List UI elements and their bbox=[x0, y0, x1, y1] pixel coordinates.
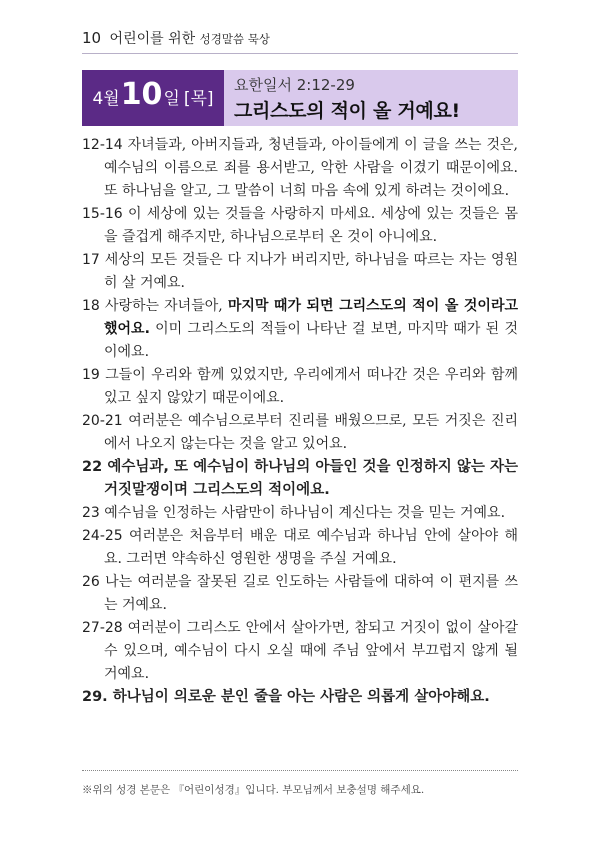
verse-29 bbox=[82, 686, 518, 709]
book-subtitle: 성경말씀 묵상 bbox=[199, 32, 270, 46]
verse-number: 27-28 bbox=[82, 620, 123, 636]
date-day: 10 bbox=[120, 77, 163, 112]
verse-text-emphasis: 마지막 때가 되면 그리스도의 적이 올 것이라고 했어요. bbox=[104, 298, 519, 337]
date-day-suffix: 일 bbox=[163, 89, 180, 109]
verse-text: 여러분은 처음부터 배운 대로 예수님과 하나님 안에 살아야 해요. 그러면 약속하신 영원한 생명을 주실 거예요. bbox=[104, 528, 518, 567]
verse-text: 여러분이 그리스도 안에서 살아가면, 참되고 거짓이 없이 살아갈 수 있으며, 예수님이 다시 오실 때에 주님 앞에서 부끄럽지 않게 될 거예요. bbox=[104, 620, 518, 682]
verse-20-21 bbox=[82, 410, 518, 456]
verse-number: 23 bbox=[82, 505, 100, 521]
verse-27-28 bbox=[82, 617, 518, 686]
verse-text: 예수님을 인정하는 사람만이 하나님이 계신다는 것을 믿는 거예요. bbox=[104, 505, 506, 521]
verse-22 bbox=[82, 456, 518, 502]
verse-number: 29. bbox=[82, 689, 108, 705]
verse-17 bbox=[82, 249, 518, 295]
verse-text: 이 세상에 있는 것들을 사랑하지 마세요. 세상에 있는 것들은 몸을 즐겁게 해주지만, 하나님으로부터 온 것이 아니에요. bbox=[104, 206, 518, 245]
running-header bbox=[82, 28, 270, 48]
date-weekday: [목] bbox=[183, 89, 214, 109]
title-box bbox=[224, 70, 518, 126]
footer-divider bbox=[82, 770, 518, 771]
verse-24-25 bbox=[82, 525, 518, 571]
verse-19 bbox=[82, 364, 518, 410]
verse-number: 24-25 bbox=[82, 528, 123, 544]
page-number: 10 bbox=[82, 29, 102, 47]
verse-15-16 bbox=[82, 203, 518, 249]
verse-number: 18 bbox=[82, 298, 100, 314]
verse-number: 19 bbox=[82, 367, 100, 383]
verse-18 bbox=[82, 295, 518, 364]
date-month: 4월 bbox=[92, 89, 120, 109]
verse-list bbox=[82, 134, 518, 709]
verse-text: 하나님이 의로운 분인 줄을 아는 사람은 의롭게 살아야해요. bbox=[112, 689, 490, 705]
book-title: 어린이를 위한 bbox=[109, 31, 196, 47]
header-divider bbox=[82, 53, 518, 54]
verse-text: 여러분은 예수님으로부터 진리를 배웠으므로, 모든 거짓은 진리에서 나오지 않는다는 것을 알고 있어요. bbox=[104, 413, 518, 452]
verse-text: 그들이 우리와 함께 있었지만, 우리에게서 떠나간 것은 우리와 함께 있고 싶지 않았기 때문이에요. bbox=[104, 367, 519, 406]
verse-text: 예수님과, 또 예수님이 하나님의 아들인 것을 인정하지 않는 자는 거짓말쟁이며 그리스도의 적이에요. bbox=[104, 459, 518, 498]
footnote: ※위의 성경 본문은 『어린이성경』입니다. 부모님께서 보충설명 해주세요. bbox=[82, 784, 425, 796]
verse-number: 20-21 bbox=[82, 413, 123, 429]
verse-number: 12-14 bbox=[82, 137, 123, 153]
verse-number: 26 bbox=[82, 574, 100, 590]
verse-number: 22 bbox=[82, 459, 103, 475]
verse-number: 17 bbox=[82, 252, 100, 268]
verse-text: 나는 여러분을 잘못된 길로 인도하는 사람들에 대하여 이 편지를 쓰는 거예요. bbox=[104, 574, 519, 613]
verse-text: 자녀들과, 아버지들과, 청년들과, 아이들에게 이 글을 쓰는 것은, 예수님의 이름으로 죄를 용서받고, 악한 사람을 이겼기 때문이에요. 또 하나님을 알고, 그 말씀이 너희 마음 속에 있게 하려는 것이에요. bbox=[104, 137, 518, 199]
page-title: 그리스도의 적이 올 거예요! bbox=[234, 100, 460, 122]
verse-number: 15-16 bbox=[82, 206, 123, 222]
verse-26 bbox=[82, 571, 518, 617]
date-box bbox=[82, 70, 224, 126]
verse-12-14 bbox=[82, 134, 518, 203]
date-banner bbox=[82, 70, 518, 126]
verse-text: 세상의 모든 것들은 다 지나가 버리지만, 하나님을 따르는 자는 영원히 살 거예요. bbox=[104, 252, 518, 291]
verse-text-pre: 사랑하는 자녀들아, bbox=[104, 298, 228, 314]
verse-text-post: 이미 그리스도의 적들이 나타난 걸 보면, 마지막 때가 된 것이에요. bbox=[104, 321, 518, 360]
verse-23 bbox=[82, 502, 518, 525]
scripture-reference: 요한일서 2:12-29 bbox=[234, 76, 355, 94]
